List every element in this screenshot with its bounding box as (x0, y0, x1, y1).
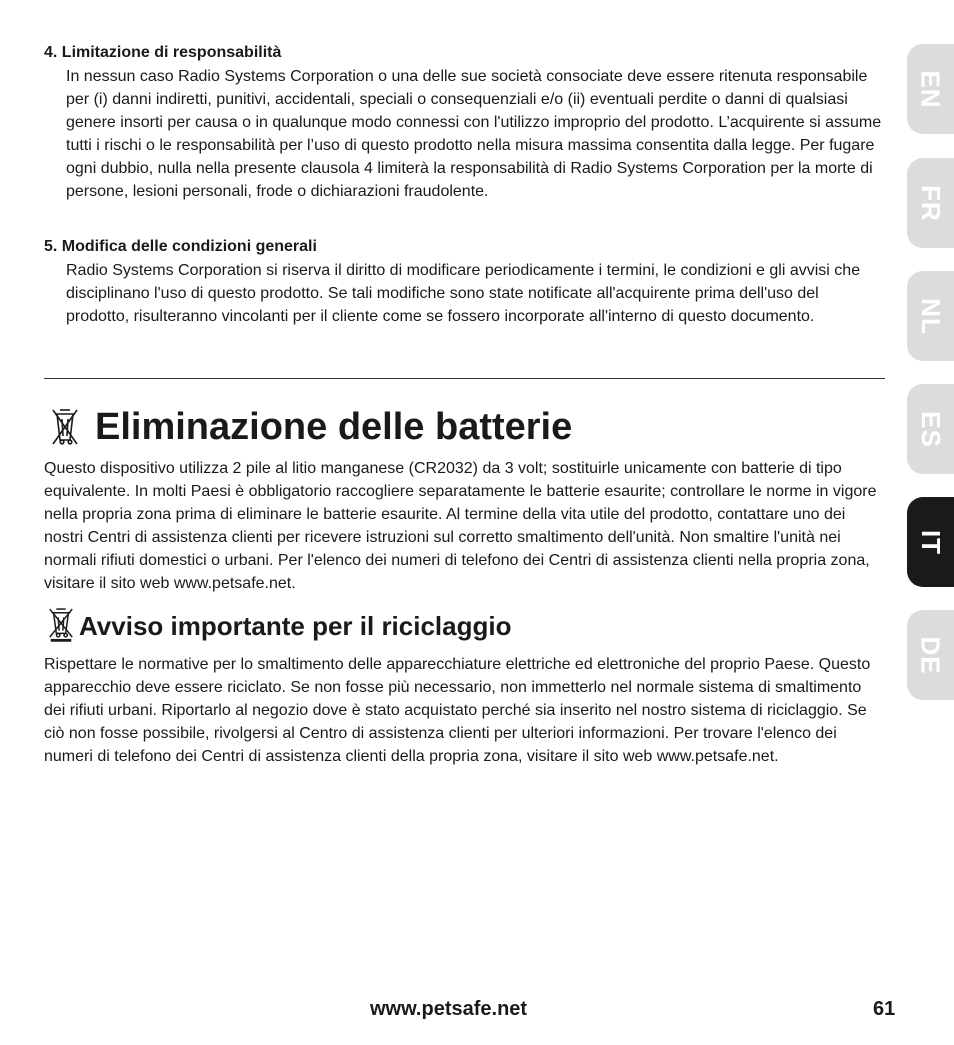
tab-en[interactable] (907, 44, 954, 134)
section-4-heading: 4. Limitazione di responsabilità (44, 44, 282, 61)
tab-it[interactable] (907, 497, 954, 587)
batteries-title: Eliminazione delle batterie (95, 406, 573, 448)
section-5-body: Radio Systems Corporation si riserva il diritto di modificare periodicamente i termini, le condizioni e gli avvisi che disciplinano l'uso di questo prodotto. Se tali modifiche sono state notificate all'acquirente prima dell'uso del prodotto, risulteranno vincolanti per il cliente come se fossero incorporate all'interno di questo documento. (66, 262, 861, 325)
section-4-body: In nessun caso Radio Systems Corporation o una delle sue società consociate deve essere ritenuta responsabile per (i) danni indiretti, punitivi, accidentali, speciali o consequenziali e/o (ii) eventuali perdite o danni di qualsiasi genere insorti per causa o in qualunque modo connessi con l'utilizzo improprio del prodotto. L’acquirente si assume tutti i rischi o le responsabilità per l’uso di questo prodotto nella misura massima consentita dalla legge. Per fugare ogni dubbio, nulla nella presente clausola 4 limiterà la responsabilità di Radio Systems Corporation per la morte di persone, lesioni personali, frode o dichiarazioni fraudolente. (66, 68, 882, 200)
tab-fr[interactable] (907, 158, 954, 248)
recycling-body: Rispettare le normative per lo smaltimento delle apparecchiature elettriche ed elettroniche del proprio Paese. Questo apparecchio deve essere riciclato. Se non fosse più necessario, non immetterlo nel normale sistema di smaltimento dei rifiuti urbani. Riportarlo al negozio dove è stato acquistato perché sia inserito nel nostro sistema di riciclaggio. Se ciò non fosse possibile, rivolgersi al Centro di assistenza clienti per ulteriori informazioni. Per trovare l'elenco dei numeri di telefono dei Centri di assistenza clienti della propria zona, visitare il sito web www.petsafe.net. (44, 656, 871, 765)
tab-label: IT (915, 529, 946, 555)
recycling-title: Avviso importante per il riciclaggio (79, 611, 512, 641)
tab-label: FR (915, 184, 946, 222)
tab-de[interactable] (907, 610, 954, 700)
footer-url: www.petsafe.net (370, 998, 528, 1020)
tab-nl[interactable] (907, 271, 954, 361)
batteries-body: Questo dispositivo utilizza 2 pile al litio manganese (CR2032) da 3 volt; sostituirle unicamente con batterie di tipo equivalente. In molti Paesi è obbligatorio raccogliere separatamente le batterie esaurite; controllare le norme in vigore nella propria zona prima di eliminare le batterie esaurite. Al termine della vita utile del prodotto, contattare uno dei nostri Centri di assistenza clienti per ricevere istruzioni sul corretto smaltimento dell'unità. Non smaltire l'unità nei normali rifiuti domestici o urbani. Per l'elenco dei numeri di telefono dei Centri di assistenza clienti nella propria zona, visitare il sito web www.petsafe.net. (44, 460, 877, 592)
tab-label: EN (916, 69, 946, 109)
tab-es[interactable] (907, 384, 954, 474)
crossed-out-bin-icon (50, 406, 80, 446)
tab-label: NL (915, 297, 946, 335)
section-5-heading: 5. Modifica delle condizioni generali (44, 238, 317, 255)
page-number: 61 (873, 998, 896, 1020)
section-divider (44, 378, 885, 379)
tab-label: DE (916, 635, 946, 675)
crossed-out-bin-icon (47, 605, 75, 643)
tab-label: ES (916, 410, 946, 448)
